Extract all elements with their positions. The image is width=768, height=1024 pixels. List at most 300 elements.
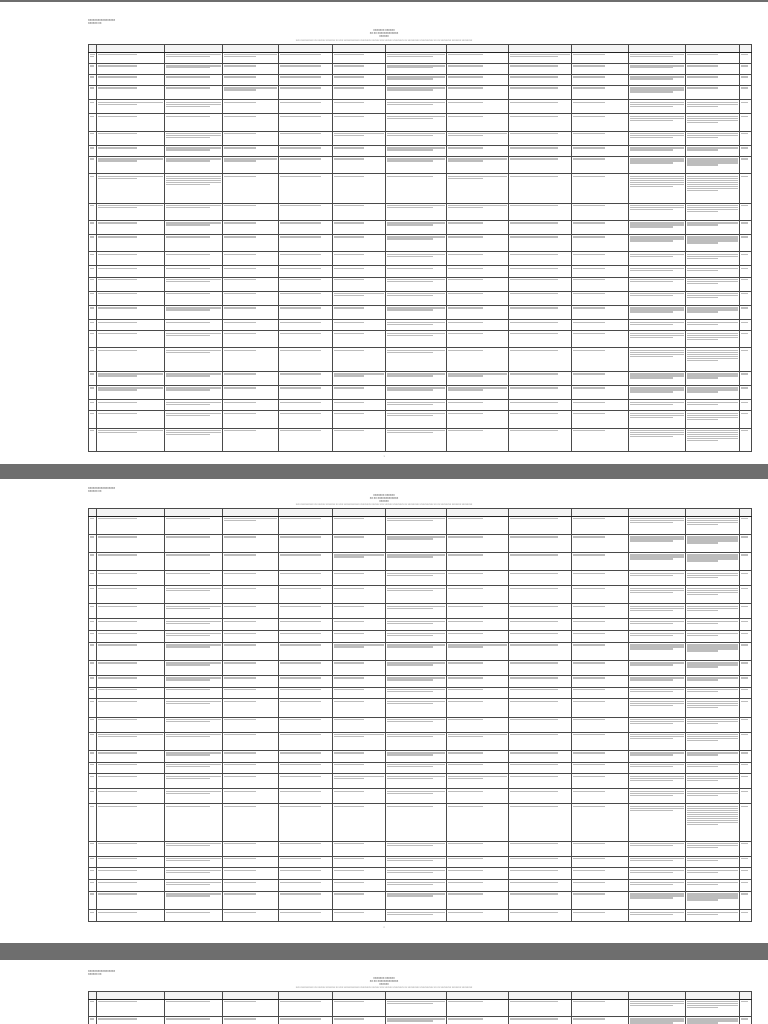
table-cell	[447, 203, 509, 220]
text-line	[387, 256, 433, 257]
text-line	[90, 791, 94, 792]
text-line	[166, 536, 210, 537]
table-cell	[572, 660, 629, 675]
table-cell	[386, 156, 447, 173]
table-cell	[279, 371, 333, 385]
text-line	[687, 224, 718, 225]
text-line	[90, 621, 94, 622]
text-line	[448, 147, 483, 148]
table-cell	[165, 145, 223, 156]
text-line	[448, 677, 483, 678]
table-cell	[386, 52, 447, 63]
text-line	[510, 176, 558, 177]
table-cell	[447, 305, 509, 319]
table-cell	[223, 234, 279, 251]
title-line1: XXXXXXX XXXXXX	[373, 977, 395, 980]
text-line	[90, 116, 94, 117]
table-cell	[740, 100, 752, 114]
table-cell	[629, 74, 686, 85]
text-line	[166, 224, 210, 225]
table-cell	[279, 750, 333, 762]
header-note: XXX XXXXXXXXXX XX XXXXXX XXXXXXX XX XXX XXXXXXXXXXXX XXXXXXXX XXXXXX XXX XXXXXX XXXXXXXX XX XXXXXXXXX XXXXXXXXXX XX XX XXXXXXXX XXXXXXX XXXXXXXX	[295, 504, 473, 506]
text-line	[90, 430, 94, 431]
table-cell	[223, 910, 279, 922]
column-header	[165, 992, 223, 1000]
table-cell	[333, 642, 386, 660]
text-line	[687, 780, 718, 781]
table-row	[89, 856, 752, 868]
text-line	[630, 648, 673, 649]
table-cell	[279, 675, 333, 687]
table-row	[89, 1016, 752, 1024]
text-line	[224, 719, 256, 720]
header-title	[0, 494, 768, 504]
header-note: XXX XXXXXXXXXX XX XXXXXX XXXXXXX XX XXX XXXXXXXXXXXX XXXXXXXX XXXXXX XXX XXXXXX XXXXXXXX XX XXXXXXXXX XXXXXXXXXX XX XX XXXXXXXX XXXXXXX XXXXXXXX	[295, 40, 473, 42]
text-line	[448, 893, 483, 894]
text-line	[510, 293, 558, 294]
header-row	[89, 509, 752, 517]
text-line	[280, 752, 321, 753]
table-cell	[509, 145, 572, 156]
text-line	[90, 870, 94, 871]
table-cell	[572, 234, 629, 251]
header-title	[0, 977, 768, 987]
table-cell	[386, 604, 447, 619]
text-line	[90, 518, 94, 519]
text-line	[387, 309, 433, 310]
text-line	[334, 54, 364, 55]
table-cell	[279, 717, 333, 732]
text-line	[334, 268, 364, 269]
text-line	[224, 133, 256, 134]
text-line	[224, 633, 256, 634]
column-header	[279, 509, 333, 517]
table-cell	[165, 203, 223, 220]
table-cell	[686, 371, 740, 385]
text-line	[510, 373, 558, 374]
table-cell	[97, 750, 165, 762]
table-row	[89, 320, 752, 331]
text-line	[510, 430, 558, 431]
table-cell	[386, 174, 447, 203]
text-line	[224, 279, 256, 280]
table-cell	[279, 320, 333, 331]
table-cell	[165, 234, 223, 251]
text-line	[98, 662, 137, 663]
text-line	[224, 222, 256, 223]
table-row	[89, 203, 752, 220]
text-line	[387, 135, 433, 136]
text-line	[687, 122, 718, 123]
text-line	[573, 387, 605, 388]
text-line	[448, 293, 483, 294]
text-line	[387, 352, 433, 353]
text-line	[741, 307, 748, 308]
text-line	[448, 268, 483, 269]
table-cell	[740, 552, 752, 570]
table-cell	[509, 291, 572, 305]
text-line	[166, 106, 210, 107]
table-cell	[97, 552, 165, 570]
text-line	[448, 633, 483, 634]
text-line	[630, 795, 673, 796]
text-line	[448, 389, 483, 390]
table-cell	[740, 534, 752, 552]
text-line	[90, 65, 94, 66]
table-cell	[740, 571, 752, 586]
text-line	[387, 575, 433, 576]
text-line	[98, 633, 137, 634]
text-line	[98, 432, 137, 433]
text-line	[280, 176, 321, 177]
data-table	[88, 44, 752, 452]
text-line	[334, 870, 364, 871]
table-cell	[97, 220, 165, 234]
text-line	[90, 554, 94, 555]
table-cell	[279, 428, 333, 452]
text-line	[224, 236, 256, 237]
text-line	[741, 373, 748, 374]
text-line	[630, 281, 673, 282]
table-cell	[509, 687, 572, 699]
text-line	[90, 764, 94, 765]
table-cell	[386, 631, 447, 643]
text-line	[98, 350, 137, 351]
table-cell	[333, 291, 386, 305]
text-line	[98, 573, 137, 574]
text-line	[448, 573, 483, 574]
text-line	[387, 281, 433, 282]
text-line	[166, 554, 210, 555]
table-cell	[509, 400, 572, 411]
text-line	[334, 413, 364, 414]
text-line	[448, 333, 483, 334]
table-cell	[386, 234, 447, 251]
table-cell	[509, 868, 572, 880]
text-line	[387, 691, 433, 692]
text-line	[448, 413, 483, 414]
text-line	[510, 689, 558, 690]
table-cell	[629, 331, 686, 348]
table-cell	[89, 74, 97, 85]
text-line	[387, 295, 433, 296]
text-line	[166, 689, 210, 690]
text-line	[687, 360, 718, 361]
table-cell	[97, 277, 165, 291]
header-row	[89, 45, 752, 53]
table-cell	[89, 156, 97, 173]
table-cell	[629, 891, 686, 909]
table-cell	[572, 619, 629, 631]
table-cell	[279, 145, 333, 156]
text-line	[630, 1005, 673, 1006]
table-cell	[740, 891, 752, 909]
text-line	[573, 322, 605, 323]
text-line	[334, 102, 364, 103]
text-line	[98, 413, 137, 414]
table-cell	[333, 220, 386, 234]
text-line	[166, 1018, 210, 1019]
table-cell	[572, 891, 629, 909]
table-row	[89, 266, 752, 277]
text-line	[166, 375, 210, 376]
table-row	[89, 428, 752, 452]
table-cell	[740, 868, 752, 880]
text-line	[510, 621, 558, 622]
table-cell	[447, 631, 509, 643]
text-line	[448, 402, 483, 403]
table-cell	[89, 145, 97, 156]
text-line	[573, 870, 605, 871]
table-cell	[686, 631, 740, 643]
text-line	[90, 701, 94, 702]
table-cell	[686, 400, 740, 411]
text-line	[334, 573, 364, 574]
text-line	[98, 254, 137, 255]
text-line	[224, 268, 256, 269]
table-row	[89, 516, 752, 534]
text-line	[166, 293, 210, 294]
table-cell	[165, 910, 223, 922]
table-cell	[740, 750, 752, 762]
column-header	[386, 45, 447, 53]
text-line	[687, 650, 718, 651]
table-cell	[165, 604, 223, 619]
table-cell	[386, 385, 447, 399]
text-line	[741, 236, 748, 237]
table-cell	[686, 804, 740, 841]
table-cell	[89, 699, 97, 717]
text-line	[573, 588, 605, 589]
text-line	[448, 178, 483, 179]
table-cell	[333, 880, 386, 892]
text-line	[334, 307, 364, 308]
table-cell	[165, 428, 223, 452]
text-line	[630, 67, 673, 68]
table-cell	[97, 868, 165, 880]
table-cell	[572, 687, 629, 699]
text-line	[630, 270, 673, 271]
text-line	[280, 222, 321, 223]
text-line	[224, 373, 256, 374]
table-cell	[386, 85, 447, 99]
text-line	[280, 858, 321, 859]
table-cell	[629, 687, 686, 699]
table-cell	[386, 534, 447, 552]
table-cell	[447, 1016, 509, 1024]
table-cell	[629, 63, 686, 74]
text-line	[90, 307, 94, 308]
text-line	[510, 554, 558, 555]
table-cell	[89, 604, 97, 619]
text-line	[448, 375, 483, 376]
text-line	[510, 912, 558, 913]
table-cell	[509, 277, 572, 291]
data-table	[88, 991, 752, 1024]
table-cell	[89, 841, 97, 856]
text-line	[98, 279, 137, 280]
text-line	[573, 893, 605, 894]
table-cell	[629, 999, 686, 1016]
text-line	[90, 254, 94, 255]
table-cell	[686, 774, 740, 789]
text-line	[280, 322, 321, 323]
table-cell	[740, 203, 752, 220]
text-line	[280, 644, 321, 645]
text-line	[687, 610, 718, 611]
text-line	[224, 293, 256, 294]
table-cell	[165, 516, 223, 534]
table-cell	[629, 400, 686, 411]
text-line	[98, 87, 137, 88]
text-line	[741, 333, 748, 334]
text-line	[510, 662, 558, 663]
text-line	[280, 1001, 321, 1002]
text-line	[687, 211, 718, 212]
table-cell	[223, 586, 279, 604]
table-cell	[686, 331, 740, 348]
text-line	[280, 387, 321, 388]
table-cell	[279, 880, 333, 892]
text-line	[334, 843, 364, 844]
text-line	[573, 621, 605, 622]
table-cell	[386, 999, 447, 1016]
table-row	[89, 675, 752, 687]
text-line	[448, 518, 483, 519]
table-cell	[629, 571, 686, 586]
table-cell	[89, 762, 97, 774]
table-cell	[686, 675, 740, 687]
table-cell	[89, 400, 97, 411]
text-line	[280, 102, 321, 103]
column-header	[386, 509, 447, 517]
text-line	[90, 719, 94, 720]
page-number: 2	[383, 927, 385, 929]
text-line	[98, 791, 137, 792]
text-line	[98, 893, 137, 894]
table-row	[89, 145, 752, 156]
text-line	[630, 78, 673, 79]
text-line	[166, 778, 210, 779]
table-cell	[333, 100, 386, 114]
text-line	[741, 536, 748, 537]
table-cell	[386, 642, 447, 660]
text-line	[630, 592, 673, 593]
text-line	[98, 858, 137, 859]
text-line	[573, 606, 605, 607]
text-line	[90, 413, 94, 414]
text-line	[224, 734, 256, 735]
table-cell	[279, 687, 333, 699]
text-line	[224, 89, 256, 90]
table-cell	[223, 52, 279, 63]
table-cell	[223, 642, 279, 660]
table-cell	[572, 114, 629, 131]
text-line	[334, 430, 364, 431]
table-cell	[740, 52, 752, 63]
table-cell	[279, 174, 333, 203]
table-cell	[165, 220, 223, 234]
table-cell	[97, 1016, 165, 1024]
text-line	[741, 1018, 748, 1019]
table-cell	[279, 156, 333, 173]
table-cell	[629, 291, 686, 305]
table-cell	[386, 660, 447, 675]
table-cell	[97, 371, 165, 385]
table-cell	[333, 891, 386, 909]
table-cell	[509, 750, 572, 762]
text-line	[90, 87, 94, 88]
table-cell	[740, 400, 752, 411]
text-line	[280, 133, 321, 134]
text-line	[224, 520, 256, 521]
text-line	[280, 350, 321, 351]
title-line1: XXXXXXX XXXXXX	[373, 29, 395, 32]
text-line	[510, 1018, 558, 1019]
text-line	[573, 102, 605, 103]
text-line	[280, 279, 321, 280]
table-cell	[740, 385, 752, 399]
table-cell	[223, 156, 279, 173]
text-line	[448, 606, 483, 607]
table-cell	[572, 762, 629, 774]
table-cell	[509, 305, 572, 319]
table-cell	[629, 604, 686, 619]
text-line	[224, 333, 256, 334]
table-cell	[165, 252, 223, 266]
text-line	[90, 293, 94, 294]
text-line	[98, 236, 137, 237]
table-row	[89, 868, 752, 880]
text-line	[98, 588, 137, 589]
table-cell	[165, 804, 223, 841]
table-cell	[629, 717, 686, 732]
text-line	[630, 149, 673, 150]
table-cell	[223, 717, 279, 732]
text-line	[741, 893, 748, 894]
table-cell	[386, 371, 447, 385]
text-line	[387, 623, 433, 624]
table-cell	[629, 868, 686, 880]
text-line	[573, 843, 605, 844]
table-cell	[97, 631, 165, 643]
text-line	[741, 279, 748, 280]
table-cell	[740, 699, 752, 717]
text-line	[630, 540, 673, 541]
text-line	[573, 644, 605, 645]
text-line	[510, 776, 558, 777]
table-cell	[740, 619, 752, 631]
table-cell	[165, 675, 223, 687]
text-line	[573, 633, 605, 634]
table-cell	[165, 348, 223, 371]
text-line	[98, 719, 137, 720]
text-line	[280, 843, 321, 844]
table-cell	[447, 85, 509, 99]
table-cell	[572, 100, 629, 114]
text-line	[166, 76, 210, 77]
table-cell	[333, 277, 386, 291]
table-cell	[740, 675, 752, 687]
text-line	[687, 707, 718, 708]
text-line	[334, 375, 364, 376]
text-line	[687, 270, 718, 271]
table-cell	[447, 277, 509, 291]
table-cell	[686, 74, 740, 85]
table-cell	[89, 320, 97, 331]
text-line	[224, 322, 256, 323]
text-line	[687, 106, 718, 107]
